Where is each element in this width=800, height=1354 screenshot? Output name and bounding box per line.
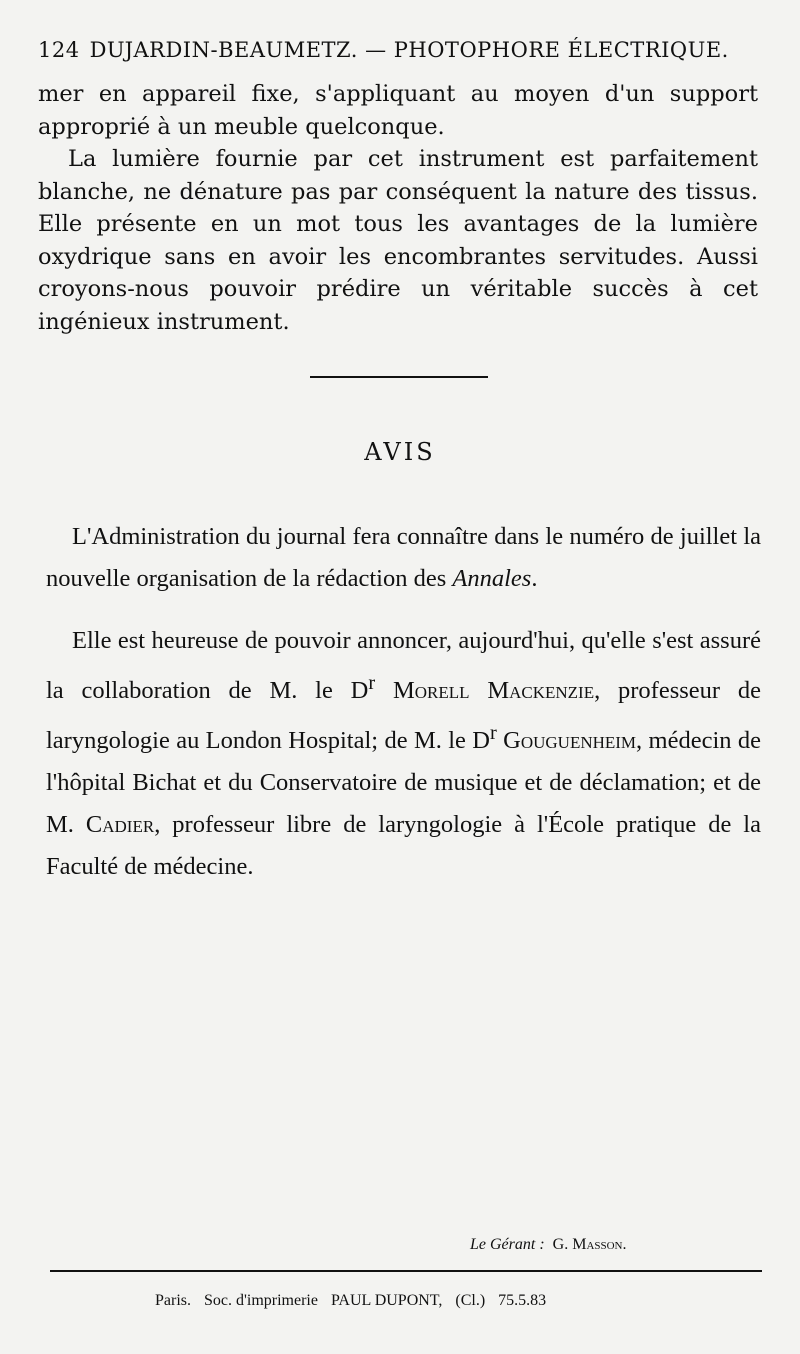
notice-body <box>46 516 761 888</box>
footer-rule <box>50 1270 762 1272</box>
name-cadier: Cadier <box>85 811 155 839</box>
notice-heading: AVIS <box>364 438 436 466</box>
imprint-code: (Cl.) <box>455 1292 486 1309</box>
imprint-city: Paris. <box>155 1292 191 1309</box>
imprint-number: 75.5.83 <box>498 1292 547 1309</box>
imprint-company: Soc. d'imprimerie <box>204 1292 318 1309</box>
paragraph-continuation: mer en appareil fixe, s'appliquant au moyen d'un support approprié à un meuble quelconque. <box>38 81 758 140</box>
running-header <box>38 38 758 62</box>
notice-paragraph-2 <box>46 620 761 888</box>
name-mackenzie: Morell Mackenzie <box>392 677 595 705</box>
section-divider <box>310 376 488 378</box>
notice-p2-s1: Elle est heureuse de pouvoir annoncer, aujourd'hui, qu'elle s'est assuré la collaboration de M. le D <box>46 627 761 705</box>
notice-p2-s4: , professeur libre de laryngologie à l'École pratique de la Faculté de médecine. <box>46 811 761 881</box>
notice-paragraph-1 <box>46 516 761 600</box>
doctor-abbrev-2: r <box>489 722 497 745</box>
name-gouguenheim: Gouguenheim <box>503 727 637 755</box>
gerant-line <box>470 1236 627 1254</box>
paragraph-light: La lumière fournie par cet instrument est parfaitement blanche, ne dénature pas par conséquent la nature des tissus. Elle présente en un mot tous les avantages de la lumière oxydrique sans en avoir les encombrantes servitudes. Aussi croyons-nous pouvoir prédire un véritable succès à cet ingénieux instrument. <box>38 146 758 335</box>
imprint-name: PAUL DUPONT, <box>330 1292 443 1309</box>
notice-p2-s3: , médecin de l'hôpital Bichat et du Conservatoire de musique et de déclamation; et de M. <box>46 727 762 839</box>
page-number: 124 <box>38 38 80 62</box>
printer-imprint <box>155 1292 555 1310</box>
gerant-name: G. Masson. <box>552 1236 627 1253</box>
notice-p1-text: L'Administration du journal fera connaître dans le numéro de juillet la nouvelle organisation de la rédaction des <box>46 523 761 592</box>
doctor-abbrev-1: r <box>368 672 376 694</box>
annales-title: Annales <box>452 565 532 592</box>
show-through <box>60 1030 67 1055</box>
article-text <box>38 78 758 338</box>
notice-p1-end: . <box>531 565 538 592</box>
notice-p2-s2: , professeur de laryngologie au London Hospital; de M. le D <box>46 677 761 755</box>
running-title: DUJARDIN-BEAUMETZ. — PHOTOPHORE ÉLECTRIQUE. <box>89 38 729 62</box>
gerant-label: Le Gérant : <box>470 1236 545 1253</box>
